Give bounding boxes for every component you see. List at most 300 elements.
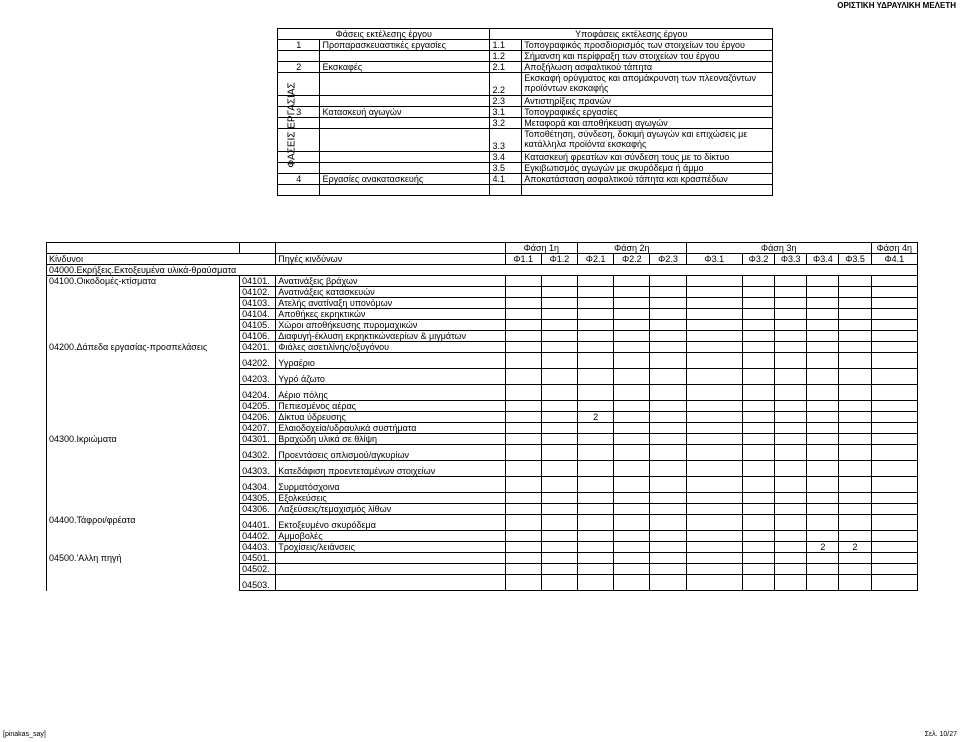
- risk-row: [47, 342, 918, 353]
- risk-cell: [775, 553, 807, 564]
- source-code: 04401.: [240, 515, 276, 531]
- subphase-code: 3.1: [490, 107, 522, 118]
- risk-cell: [541, 369, 577, 385]
- hazard-group: [47, 423, 240, 434]
- source-text: Συρματόσχοινα: [276, 477, 505, 493]
- risk-cell: [839, 477, 871, 493]
- hazard-group: [47, 320, 240, 331]
- risk-cell: [839, 553, 871, 564]
- risk-cell: [775, 276, 807, 287]
- risk-cell: [650, 423, 686, 434]
- risk-cell: [650, 385, 686, 401]
- risk-cell: [578, 401, 614, 412]
- risk-cell: [578, 369, 614, 385]
- source-text: Ανατινάξεις κατασκευών: [276, 287, 505, 298]
- risk-cell: [775, 542, 807, 553]
- risk-cell: [614, 553, 650, 564]
- risk-cell: [614, 385, 650, 401]
- risk-cell: [505, 369, 541, 385]
- risk-cell: [614, 515, 650, 531]
- risk-cell: [578, 353, 614, 369]
- risk-cell: [578, 309, 614, 320]
- risk-cell: [541, 477, 577, 493]
- source-code: 04402.: [240, 531, 276, 542]
- risk-cell: [614, 542, 650, 553]
- risk-cell: 2: [578, 412, 614, 423]
- phase-name: Εκσκαφές: [320, 62, 490, 73]
- column-header-row: [47, 254, 918, 265]
- phase-number: 4: [278, 174, 320, 185]
- risk-cell: [839, 276, 871, 287]
- risk-row: [47, 542, 918, 553]
- source-text: Ελαιοδοχεία/υδραυλικά συστήματα: [276, 423, 505, 434]
- risk-cell: [578, 423, 614, 434]
- subphase-code: 2.3: [490, 96, 522, 107]
- source-code: 04304.: [240, 477, 276, 493]
- risk-cell: [650, 575, 686, 591]
- subphase-name: Εκσκαφή ορύγματος και απομάκρυνση των πλεοναζόντων προϊόντων εκσκαφής: [522, 73, 773, 96]
- risk-cell: [686, 575, 742, 591]
- phase-row: [278, 73, 773, 96]
- source-code: 04305.: [240, 493, 276, 504]
- source-text: Υγραέριο: [276, 353, 505, 369]
- source-code: 04502.: [240, 564, 276, 575]
- risk-cell: [541, 287, 577, 298]
- phase-name: [320, 73, 490, 96]
- risk-cell: [686, 385, 742, 401]
- risk-row: [47, 287, 918, 298]
- risk-cell: [839, 504, 871, 515]
- hazard-group: [47, 353, 240, 369]
- risk-row: [47, 575, 918, 591]
- risk-cell: [839, 423, 871, 434]
- risk-cell: [807, 553, 839, 564]
- risk-cell: [541, 298, 577, 309]
- hazard-group: [47, 575, 240, 591]
- risk-cell: [650, 276, 686, 287]
- risk-cell: [775, 504, 807, 515]
- source-text: Λαξεύσεις/τεμαχισμός λίθων: [276, 504, 505, 515]
- hazard-group: [47, 493, 240, 504]
- risk-cell: [839, 461, 871, 477]
- phase-row: [278, 107, 773, 118]
- phase-3-header: Φάση 3η: [686, 243, 871, 254]
- risk-cell: [871, 493, 917, 504]
- risk-cell: [686, 515, 742, 531]
- col-phases: Φάσεις εκτέλεσης έργου: [278, 29, 490, 40]
- phase-name: [320, 51, 490, 62]
- risk-cell: [505, 401, 541, 412]
- risk-cell: [541, 331, 577, 342]
- risk-cell: [807, 276, 839, 287]
- risk-cell: [742, 504, 774, 515]
- source-code: 04207.: [240, 423, 276, 434]
- risk-cell: [742, 298, 774, 309]
- risk-cell: [839, 575, 871, 591]
- subphase-code: 1.1: [490, 40, 522, 51]
- subphase-name: Αντιστηρίξεις πρανών: [522, 96, 773, 107]
- risk-cell: [614, 287, 650, 298]
- phase-number: [278, 51, 320, 62]
- risk-cell: [807, 575, 839, 591]
- risk-cell: [686, 461, 742, 477]
- phase-number: [278, 129, 320, 152]
- risk-cell: [871, 434, 917, 445]
- risk-cell: [614, 434, 650, 445]
- risk-cell: [839, 564, 871, 575]
- risk-cell: [871, 342, 917, 353]
- risk-cell: [578, 385, 614, 401]
- risk-cell: [686, 287, 742, 298]
- risk-cell: [505, 542, 541, 553]
- subphase-col: Φ3.4: [807, 254, 839, 265]
- phase-number: [278, 152, 320, 163]
- document-title: ΟΡΙΣΤΙΚΗ ΥΔΡΑΥΛΙΚΗ ΜΕΛΕΤΗ: [837, 1, 956, 10]
- risk-cell: [578, 445, 614, 461]
- source-code: 04203.: [240, 369, 276, 385]
- risk-cell: [742, 276, 774, 287]
- subphase-name: Τοπογραφικός προσδιορισμός των στοιχείων του έργου: [522, 40, 773, 51]
- hazard-group: [47, 331, 240, 342]
- footer-right: Σελ. 10/27: [924, 731, 957, 738]
- risk-cell: [505, 445, 541, 461]
- risk-cell: [871, 369, 917, 385]
- risk-cell: [650, 309, 686, 320]
- risk-cell: [807, 504, 839, 515]
- risk-cell: [775, 287, 807, 298]
- risk-cell: [775, 515, 807, 531]
- subphase-code: 1.2: [490, 51, 522, 62]
- risk-cell: [742, 515, 774, 531]
- phase-row: [278, 96, 773, 107]
- risk-cell: [541, 564, 577, 575]
- risk-cell: [650, 477, 686, 493]
- hazard-group: [47, 542, 240, 553]
- subphase-code: 2.1: [490, 62, 522, 73]
- risk-cell: [742, 493, 774, 504]
- risk-cell: [505, 504, 541, 515]
- risk-cell: [650, 298, 686, 309]
- col-subphases: Υποφάσεις εκτέλεσης έργου: [490, 29, 773, 40]
- risk-cell: [686, 542, 742, 553]
- risk-cell: [578, 331, 614, 342]
- risk-cell: [541, 542, 577, 553]
- source-code: 04103.: [240, 298, 276, 309]
- risk-cell: [650, 412, 686, 423]
- risk-cell: [686, 320, 742, 331]
- risk-cell: [775, 575, 807, 591]
- risk-cell: [505, 477, 541, 493]
- risk-cell: [807, 401, 839, 412]
- risk-cell: [839, 287, 871, 298]
- risk-cell: [686, 423, 742, 434]
- risk-row: [47, 493, 918, 504]
- risk-cell: [505, 353, 541, 369]
- phase-2-header: Φάση 2η: [578, 243, 687, 254]
- risk-cell: [742, 477, 774, 493]
- risk-cell: [541, 309, 577, 320]
- risk-cell: [541, 412, 577, 423]
- side-label: ΦΑΣΕΙΣ ΕΡΓΑΣΙΑΣ: [286, 82, 298, 168]
- risk-cell: [807, 298, 839, 309]
- risk-cell: [650, 401, 686, 412]
- hazard-group: 04300.Ικριώματα: [47, 434, 240, 445]
- risk-cell: [505, 493, 541, 504]
- source-code: 04205.: [240, 401, 276, 412]
- risk-cell: [505, 434, 541, 445]
- risk-cell: [807, 531, 839, 542]
- risk-cell: [541, 320, 577, 331]
- risk-cell: [578, 515, 614, 531]
- risk-cell: [775, 461, 807, 477]
- risk-cell: [505, 385, 541, 401]
- risk-cell: [742, 423, 774, 434]
- risk-cell: [807, 385, 839, 401]
- source-code: 04403.: [240, 542, 276, 553]
- risk-cell: [807, 331, 839, 342]
- subphase-name: Τοποθέτηση, σύνδεση, δοκιμή αγωγών και επιχώσεις με κατάλληλα προϊόντα εκσκαφής: [522, 129, 773, 152]
- hazard-group: 04400.Τάφροι/φρέατα: [47, 515, 240, 531]
- risk-row: [47, 331, 918, 342]
- risk-cell: [686, 477, 742, 493]
- col-sources: Πηγές κινδύνων: [276, 254, 505, 265]
- risk-row: [47, 385, 918, 401]
- risk-cell: [505, 298, 541, 309]
- risk-cell: [614, 564, 650, 575]
- source-code: 04202.: [240, 353, 276, 369]
- risk-cell: [839, 493, 871, 504]
- risk-cell: [839, 342, 871, 353]
- phase-4-header: Φάση 4η: [871, 243, 917, 254]
- risk-cell: [505, 276, 541, 287]
- source-text: Χώροι αποθήκευσης πυρομαχικών: [276, 320, 505, 331]
- source-code: 04501.: [240, 553, 276, 564]
- risk-cell: [839, 353, 871, 369]
- risk-cell: [871, 298, 917, 309]
- risk-cell: [614, 461, 650, 477]
- risk-cell: [614, 342, 650, 353]
- phase-name: [320, 129, 490, 152]
- risk-cell: [807, 342, 839, 353]
- risk-cell: [742, 369, 774, 385]
- source-text: Αποθήκες εκρηκτικών: [276, 309, 505, 320]
- risk-cell: [578, 564, 614, 575]
- risk-cell: [505, 331, 541, 342]
- risk-cell: [505, 287, 541, 298]
- risk-cell: [807, 461, 839, 477]
- risk-cell: [807, 477, 839, 493]
- risk-cell: [505, 553, 541, 564]
- source-code: 04302.: [240, 445, 276, 461]
- risk-cell: [742, 553, 774, 564]
- subphase-col: Φ2.3: [650, 254, 686, 265]
- risk-cell: [650, 331, 686, 342]
- risk-cell: [839, 298, 871, 309]
- source-code: 04206.: [240, 412, 276, 423]
- risk-cell: [775, 309, 807, 320]
- risk-cell: [742, 309, 774, 320]
- risk-cell: [578, 342, 614, 353]
- source-text: Υγρό άζωτο: [276, 369, 505, 385]
- risk-cell: [686, 504, 742, 515]
- risk-cell: [614, 504, 650, 515]
- risk-row: [47, 477, 918, 493]
- hazard-group: [47, 309, 240, 320]
- risk-cell: [505, 575, 541, 591]
- subphase-col: Φ1.2: [541, 254, 577, 265]
- risk-cell: [839, 385, 871, 401]
- risk-cell: [614, 309, 650, 320]
- risk-cell: [839, 531, 871, 542]
- phase-number: 3: [278, 107, 320, 118]
- risk-cell: [807, 412, 839, 423]
- risk-cell: [775, 564, 807, 575]
- risk-cell: [686, 309, 742, 320]
- risk-cell: [775, 493, 807, 504]
- risk-cell: [775, 412, 807, 423]
- risk-cell: [775, 320, 807, 331]
- risk-row: [47, 515, 918, 531]
- risk-cell: [742, 320, 774, 331]
- source-code: 04105.: [240, 320, 276, 331]
- subphase-col: Φ3.1: [686, 254, 742, 265]
- risk-cell: [871, 423, 917, 434]
- risk-cell: [839, 515, 871, 531]
- risk-cell: [650, 369, 686, 385]
- risk-cell: [871, 564, 917, 575]
- risk-cell: [650, 542, 686, 553]
- phase-name: [320, 96, 490, 107]
- risk-cell: [505, 423, 541, 434]
- risk-cell: [686, 434, 742, 445]
- risk-cell: [541, 353, 577, 369]
- risk-row: [47, 434, 918, 445]
- risk-cell: [807, 353, 839, 369]
- risk-cell: [541, 531, 577, 542]
- hazard-group: 04200.Δάπεδα εργασίας-προσπελάσεις: [47, 342, 240, 353]
- risk-cell: [742, 385, 774, 401]
- source-text: [276, 575, 505, 591]
- phase-name: [320, 118, 490, 129]
- phase-name: Κατασκευή αγωγών: [320, 107, 490, 118]
- risk-cell: [650, 320, 686, 331]
- risk-row: [47, 553, 918, 564]
- risk-cell: [871, 445, 917, 461]
- category-label: 04000.Εκρήξεις.Εκτοξευμένα υλικά-θραύσματα: [47, 265, 506, 276]
- subphase-code: 3.5: [490, 163, 522, 174]
- risk-row: [47, 564, 918, 575]
- subphase-name: Σήμανση και περίφραξη των στοιχείων του έργου: [522, 51, 773, 62]
- risk-cell: [839, 412, 871, 423]
- subphase-name: Αποξήλωση ασφαλτικού τάπητα: [522, 62, 773, 73]
- risk-cell: [871, 401, 917, 412]
- source-text: Προεντάσεις οπλισμού/αγκυρίων: [276, 445, 505, 461]
- risk-cell: [807, 515, 839, 531]
- phase-name: [320, 152, 490, 163]
- hazard-group: [47, 298, 240, 309]
- risk-row: [47, 423, 918, 434]
- subphase-code: 3.3: [490, 129, 522, 152]
- risk-cell: [839, 309, 871, 320]
- risk-cell: [614, 531, 650, 542]
- risk-cell: [614, 575, 650, 591]
- risk-cell: [614, 493, 650, 504]
- risk-cell: [650, 553, 686, 564]
- risk-cell: [742, 575, 774, 591]
- risk-cell: [541, 342, 577, 353]
- hazard-group: [47, 412, 240, 423]
- subphase-name: Τοπογραφικές εργασίες: [522, 107, 773, 118]
- hazard-group: [47, 531, 240, 542]
- risk-cell: [775, 353, 807, 369]
- risk-row: [47, 353, 918, 369]
- risk-cell: 2: [807, 542, 839, 553]
- risk-cell: [775, 423, 807, 434]
- source-text: [276, 553, 505, 564]
- risk-cell: [505, 309, 541, 320]
- risk-cell: [650, 564, 686, 575]
- hazard-group: [47, 504, 240, 515]
- risk-cell: [650, 342, 686, 353]
- risk-cell: [505, 461, 541, 477]
- risk-cell: [650, 287, 686, 298]
- phase-1-header: Φάση 1η: [505, 243, 577, 254]
- risk-row: [47, 276, 918, 287]
- risk-cell: [541, 434, 577, 445]
- risk-cell: [871, 504, 917, 515]
- footer-left: [pinakas_say]: [3, 731, 46, 738]
- risk-cell: [686, 276, 742, 287]
- risk-cell: [871, 531, 917, 542]
- risk-cell: [686, 564, 742, 575]
- subphase-col: Φ2.1: [578, 254, 614, 265]
- risk-cell: [742, 445, 774, 461]
- risk-cell: [871, 320, 917, 331]
- risk-cell: 2: [839, 542, 871, 553]
- risk-cell: [807, 369, 839, 385]
- risk-row: [47, 401, 918, 412]
- risk-cell: [871, 412, 917, 423]
- risk-cell: [775, 445, 807, 461]
- risk-cell: [775, 369, 807, 385]
- hazard-group: [47, 287, 240, 298]
- risk-row: [47, 298, 918, 309]
- risk-row: [47, 369, 918, 385]
- risk-cell: [871, 477, 917, 493]
- hazard-group: [47, 564, 240, 575]
- risk-cell: [807, 423, 839, 434]
- risk-cell: [686, 401, 742, 412]
- risk-cell: [807, 320, 839, 331]
- source-code: 04204.: [240, 385, 276, 401]
- risk-cell: [578, 461, 614, 477]
- risk-cell: [614, 353, 650, 369]
- risk-cell: [578, 477, 614, 493]
- risk-cell: [650, 515, 686, 531]
- risk-cell: [650, 493, 686, 504]
- risk-cell: [807, 287, 839, 298]
- source-text: Εξολκεύσεις: [276, 493, 505, 504]
- risk-cell: [578, 276, 614, 287]
- phase-name: [320, 163, 490, 174]
- source-code: 04101.: [240, 276, 276, 287]
- source-text: Εκτοξευμένο σκυρόδεμα: [276, 515, 505, 531]
- risk-cell: [775, 434, 807, 445]
- subphase-col: Φ2.2: [614, 254, 650, 265]
- risk-cell: [742, 331, 774, 342]
- risk-cell: [839, 434, 871, 445]
- risk-cell: [614, 320, 650, 331]
